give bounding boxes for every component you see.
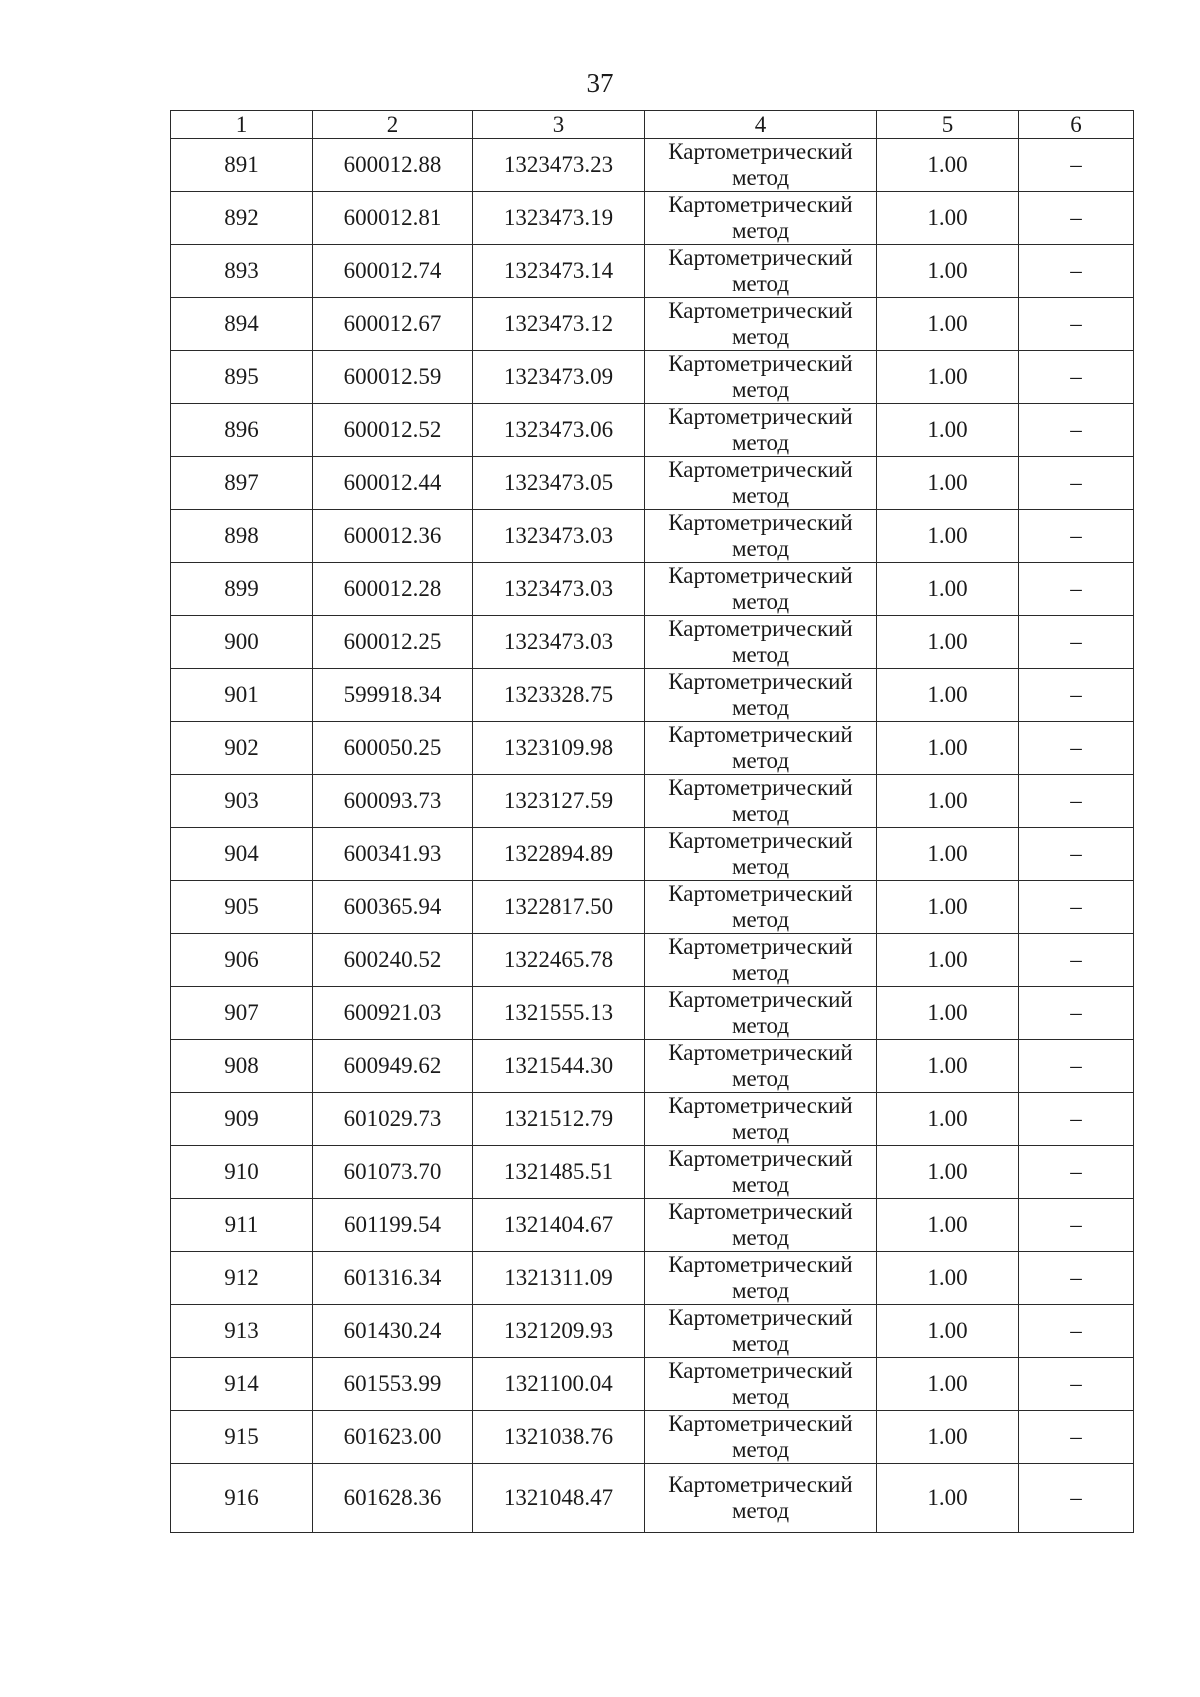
method-line-2: метод	[731, 165, 790, 190]
table-row	[171, 1411, 1134, 1464]
table-row	[171, 1199, 1134, 1252]
y-coordinate-cell: 1323473.06	[473, 404, 645, 457]
method-cell	[645, 1305, 877, 1358]
method-line-2: метод	[731, 1278, 790, 1303]
method-line-1: Картометрический	[668, 351, 853, 376]
method-line-2: метод	[731, 1119, 790, 1144]
x-coordinate-cell: 600012.74	[313, 245, 473, 298]
method-line-1: Картометрический	[668, 1472, 853, 1497]
table-row	[171, 775, 1134, 828]
method-line-1: Картометрический	[668, 934, 853, 959]
method-line-1: Картометрический	[668, 828, 853, 853]
x-coordinate-cell: 600012.36	[313, 510, 473, 563]
column-header-3: 3	[473, 111, 645, 139]
note-cell: –	[1019, 669, 1134, 722]
accuracy-cell: 1.00	[877, 404, 1019, 457]
table-row	[171, 1146, 1134, 1199]
accuracy-cell: 1.00	[877, 722, 1019, 775]
table-row	[171, 192, 1134, 245]
accuracy-cell: 1.00	[877, 510, 1019, 563]
y-coordinate-cell: 1323473.12	[473, 298, 645, 351]
method-line-1: Картометрический	[668, 298, 853, 323]
point-number-cell: 902	[171, 722, 313, 775]
method-cell	[645, 1146, 877, 1199]
point-number-cell: 900	[171, 616, 313, 669]
table-row	[171, 1093, 1134, 1146]
method-line-1: Картометрический	[668, 1252, 853, 1277]
x-coordinate-cell: 600365.94	[313, 881, 473, 934]
method-line-1: Картометрический	[668, 722, 853, 747]
header-row	[171, 111, 1134, 139]
point-number-cell: 906	[171, 934, 313, 987]
method-line-2: метод	[731, 1172, 790, 1197]
point-number-cell: 896	[171, 404, 313, 457]
column-header-6: 6	[1019, 111, 1134, 139]
method-cell	[645, 1093, 877, 1146]
method-line-1: Картометрический	[668, 881, 853, 906]
y-coordinate-cell: 1322894.89	[473, 828, 645, 881]
x-coordinate-cell: 600012.28	[313, 563, 473, 616]
accuracy-cell: 1.00	[877, 1305, 1019, 1358]
method-cell	[645, 1199, 877, 1252]
coordinates-table	[170, 110, 1134, 1533]
note-cell: –	[1019, 245, 1134, 298]
accuracy-cell: 1.00	[877, 881, 1019, 934]
table-row	[171, 245, 1134, 298]
x-coordinate-cell: 600921.03	[313, 987, 473, 1040]
method-line-1: Картометрический	[668, 987, 853, 1012]
method-cell	[645, 351, 877, 404]
table-row	[171, 139, 1134, 192]
method-line-2: метод	[731, 1437, 790, 1462]
x-coordinate-cell: 601073.70	[313, 1146, 473, 1199]
note-cell: –	[1019, 1199, 1134, 1252]
x-coordinate-cell: 600093.73	[313, 775, 473, 828]
column-header-2: 2	[313, 111, 473, 139]
x-coordinate-cell: 600012.25	[313, 616, 473, 669]
point-number-cell: 895	[171, 351, 313, 404]
x-coordinate-cell: 600012.67	[313, 298, 473, 351]
note-cell: –	[1019, 298, 1134, 351]
method-line-1: Картометрический	[668, 1199, 853, 1224]
method-line-2: метод	[731, 801, 790, 826]
note-cell: –	[1019, 987, 1134, 1040]
method-line-2: метод	[731, 271, 790, 296]
note-cell: –	[1019, 192, 1134, 245]
x-coordinate-cell: 600012.52	[313, 404, 473, 457]
x-coordinate-cell: 600240.52	[313, 934, 473, 987]
note-cell: –	[1019, 1146, 1134, 1199]
point-number-cell: 914	[171, 1358, 313, 1411]
x-coordinate-cell: 601623.00	[313, 1411, 473, 1464]
method-line-1: Картометрический	[668, 775, 853, 800]
accuracy-cell: 1.00	[877, 987, 1019, 1040]
note-cell: –	[1019, 1040, 1134, 1093]
method-line-2: метод	[731, 536, 790, 561]
table-row	[171, 722, 1134, 775]
method-cell	[645, 298, 877, 351]
accuracy-cell: 1.00	[877, 457, 1019, 510]
accuracy-cell: 1.00	[877, 192, 1019, 245]
y-coordinate-cell: 1323473.03	[473, 563, 645, 616]
method-cell	[645, 987, 877, 1040]
x-coordinate-cell: 599918.34	[313, 669, 473, 722]
table-row	[171, 298, 1134, 351]
table-row	[171, 1464, 1134, 1533]
method-line-2: метод	[731, 377, 790, 402]
y-coordinate-cell: 1321404.67	[473, 1199, 645, 1252]
method-line-1: Картометрический	[668, 457, 853, 482]
y-coordinate-cell: 1323473.03	[473, 510, 645, 563]
method-cell	[645, 775, 877, 828]
method-line-2: метод	[731, 589, 790, 614]
accuracy-cell: 1.00	[877, 1252, 1019, 1305]
method-cell	[645, 1252, 877, 1305]
method-cell	[645, 828, 877, 881]
y-coordinate-cell: 1323328.75	[473, 669, 645, 722]
note-cell: –	[1019, 1411, 1134, 1464]
table-row	[171, 563, 1134, 616]
method-line-1: Картометрический	[668, 669, 853, 694]
y-coordinate-cell: 1323473.05	[473, 457, 645, 510]
accuracy-cell: 1.00	[877, 1146, 1019, 1199]
y-coordinate-cell: 1321038.76	[473, 1411, 645, 1464]
accuracy-cell: 1.00	[877, 669, 1019, 722]
method-line-2: метод	[731, 748, 790, 773]
method-cell	[645, 563, 877, 616]
method-cell	[645, 404, 877, 457]
method-cell	[645, 510, 877, 563]
note-cell: –	[1019, 775, 1134, 828]
y-coordinate-cell: 1323473.09	[473, 351, 645, 404]
x-coordinate-cell: 600949.62	[313, 1040, 473, 1093]
accuracy-cell: 1.00	[877, 563, 1019, 616]
method-cell	[645, 1411, 877, 1464]
table-row	[171, 828, 1134, 881]
table-row	[171, 404, 1134, 457]
column-header-5: 5	[877, 111, 1019, 139]
point-number-cell: 915	[171, 1411, 313, 1464]
method-line-2: метод	[731, 1498, 790, 1523]
method-line-1: Картометрический	[668, 245, 853, 270]
y-coordinate-cell: 1321048.47	[473, 1464, 645, 1533]
note-cell: –	[1019, 1093, 1134, 1146]
y-coordinate-cell: 1321311.09	[473, 1252, 645, 1305]
y-coordinate-cell: 1321100.04	[473, 1358, 645, 1411]
x-coordinate-cell: 600012.59	[313, 351, 473, 404]
method-line-1: Картометрический	[668, 1358, 853, 1383]
method-cell	[645, 934, 877, 987]
point-number-cell: 901	[171, 669, 313, 722]
point-number-cell: 893	[171, 245, 313, 298]
point-number-cell: 892	[171, 192, 313, 245]
accuracy-cell: 1.00	[877, 298, 1019, 351]
method-cell	[645, 881, 877, 934]
point-number-cell: 916	[171, 1464, 313, 1533]
table-row	[171, 1252, 1134, 1305]
accuracy-cell: 1.00	[877, 934, 1019, 987]
method-line-1: Картометрический	[668, 139, 853, 164]
page-number: 37	[586, 68, 614, 98]
accuracy-cell: 1.00	[877, 1040, 1019, 1093]
table-row	[171, 510, 1134, 563]
point-number-cell: 911	[171, 1199, 313, 1252]
point-number-cell: 907	[171, 987, 313, 1040]
method-line-1: Картометрический	[668, 404, 853, 429]
note-cell: –	[1019, 1305, 1134, 1358]
method-line-2: метод	[731, 854, 790, 879]
y-coordinate-cell: 1321544.30	[473, 1040, 645, 1093]
accuracy-cell: 1.00	[877, 245, 1019, 298]
note-cell: –	[1019, 828, 1134, 881]
method-cell	[645, 669, 877, 722]
method-cell	[645, 1040, 877, 1093]
accuracy-cell: 1.00	[877, 1411, 1019, 1464]
method-line-1: Картометрический	[668, 1146, 853, 1171]
accuracy-cell: 1.00	[877, 1358, 1019, 1411]
method-line-2: метод	[731, 1013, 790, 1038]
x-coordinate-cell: 600012.81	[313, 192, 473, 245]
y-coordinate-cell: 1322817.50	[473, 881, 645, 934]
x-coordinate-cell: 601199.54	[313, 1199, 473, 1252]
y-coordinate-cell: 1323127.59	[473, 775, 645, 828]
x-coordinate-cell: 601430.24	[313, 1305, 473, 1358]
method-line-2: метод	[731, 1384, 790, 1409]
note-cell: –	[1019, 881, 1134, 934]
accuracy-cell: 1.00	[877, 828, 1019, 881]
method-line-2: метод	[731, 1331, 790, 1356]
method-cell	[645, 1464, 877, 1533]
method-cell	[645, 192, 877, 245]
method-line-1: Картометрический	[668, 192, 853, 217]
point-number-cell: 909	[171, 1093, 313, 1146]
table-body	[171, 139, 1134, 1533]
point-number-cell: 912	[171, 1252, 313, 1305]
y-coordinate-cell: 1323473.14	[473, 245, 645, 298]
method-line-2: метод	[731, 483, 790, 508]
method-line-2: метод	[731, 907, 790, 932]
accuracy-cell: 1.00	[877, 1093, 1019, 1146]
note-cell: –	[1019, 351, 1134, 404]
x-coordinate-cell: 600012.44	[313, 457, 473, 510]
point-number-cell: 897	[171, 457, 313, 510]
note-cell: –	[1019, 139, 1134, 192]
column-header-1: 1	[171, 111, 313, 139]
table-row	[171, 1358, 1134, 1411]
method-line-1: Картометрический	[668, 616, 853, 641]
table-row	[171, 881, 1134, 934]
accuracy-cell: 1.00	[877, 351, 1019, 404]
accuracy-cell: 1.00	[877, 616, 1019, 669]
y-coordinate-cell: 1323473.19	[473, 192, 645, 245]
y-coordinate-cell: 1321512.79	[473, 1093, 645, 1146]
table-row	[171, 351, 1134, 404]
accuracy-cell: 1.00	[877, 775, 1019, 828]
point-number-cell: 894	[171, 298, 313, 351]
method-line-1: Картометрический	[668, 1093, 853, 1118]
accuracy-cell: 1.00	[877, 1464, 1019, 1533]
method-line-2: метод	[731, 324, 790, 349]
note-cell: –	[1019, 616, 1134, 669]
point-number-cell: 905	[171, 881, 313, 934]
method-cell	[645, 1358, 877, 1411]
accuracy-cell: 1.00	[877, 1199, 1019, 1252]
note-cell: –	[1019, 404, 1134, 457]
table-row	[171, 669, 1134, 722]
method-line-2: метод	[731, 642, 790, 667]
note-cell: –	[1019, 457, 1134, 510]
method-line-2: метод	[731, 960, 790, 985]
x-coordinate-cell: 601553.99	[313, 1358, 473, 1411]
y-coordinate-cell: 1323109.98	[473, 722, 645, 775]
table-row	[171, 987, 1134, 1040]
y-coordinate-cell: 1323473.23	[473, 139, 645, 192]
point-number-cell: 910	[171, 1146, 313, 1199]
x-coordinate-cell: 600050.25	[313, 722, 473, 775]
y-coordinate-cell: 1321209.93	[473, 1305, 645, 1358]
method-line-2: метод	[731, 1225, 790, 1250]
method-cell	[645, 139, 877, 192]
column-header-4: 4	[645, 111, 877, 139]
method-line-2: метод	[731, 1066, 790, 1091]
table-row	[171, 1040, 1134, 1093]
method-line-1: Картометрический	[668, 1411, 853, 1436]
method-cell	[645, 457, 877, 510]
note-cell: –	[1019, 510, 1134, 563]
table-row	[171, 616, 1134, 669]
note-cell: –	[1019, 1464, 1134, 1533]
point-number-cell: 904	[171, 828, 313, 881]
y-coordinate-cell: 1322465.78	[473, 934, 645, 987]
note-cell: –	[1019, 1252, 1134, 1305]
method-line-2: метод	[731, 430, 790, 455]
x-coordinate-cell: 601628.36	[313, 1464, 473, 1533]
point-number-cell: 913	[171, 1305, 313, 1358]
point-number-cell: 898	[171, 510, 313, 563]
note-cell: –	[1019, 1358, 1134, 1411]
table-row	[171, 934, 1134, 987]
method-cell	[645, 722, 877, 775]
y-coordinate-cell: 1321555.13	[473, 987, 645, 1040]
method-line-1: Картометрический	[668, 1305, 853, 1330]
method-line-1: Картометрический	[668, 510, 853, 535]
method-line-2: метод	[731, 218, 790, 243]
table-row	[171, 457, 1134, 510]
x-coordinate-cell: 600012.88	[313, 139, 473, 192]
note-cell: –	[1019, 934, 1134, 987]
y-coordinate-cell: 1323473.03	[473, 616, 645, 669]
x-coordinate-cell: 601316.34	[313, 1252, 473, 1305]
method-cell	[645, 245, 877, 298]
point-number-cell: 899	[171, 563, 313, 616]
point-number-cell: 891	[171, 139, 313, 192]
method-cell	[645, 616, 877, 669]
x-coordinate-cell: 601029.73	[313, 1093, 473, 1146]
note-cell: –	[1019, 563, 1134, 616]
note-cell: –	[1019, 722, 1134, 775]
table-row	[171, 1305, 1134, 1358]
method-line-1: Картометрический	[668, 563, 853, 588]
method-line-1: Картометрический	[668, 1040, 853, 1065]
accuracy-cell: 1.00	[877, 139, 1019, 192]
point-number-cell: 903	[171, 775, 313, 828]
method-line-2: метод	[731, 695, 790, 720]
point-number-cell: 908	[171, 1040, 313, 1093]
y-coordinate-cell: 1321485.51	[473, 1146, 645, 1199]
x-coordinate-cell: 600341.93	[313, 828, 473, 881]
